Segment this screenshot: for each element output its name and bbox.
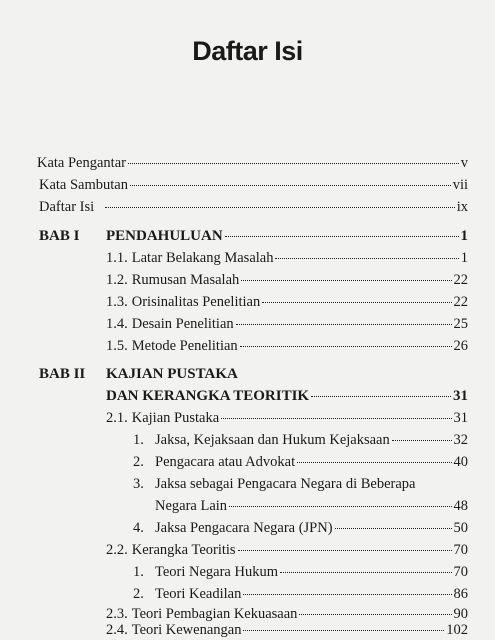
toc-entry-2-2-1[interactable] [133, 562, 468, 582]
toc-number: 1. [133, 432, 144, 448]
toc-number: 3. [133, 476, 144, 492]
toc-label: Teori Pembagian Kekuasaan [131, 606, 298, 622]
toc-label: Daftar Isi [39, 199, 95, 215]
leader-dots [392, 439, 452, 441]
toc-label: Latar Belakang Masalah [131, 250, 274, 266]
toc-number: 1.1. [106, 250, 128, 266]
toc-number: 2. [133, 586, 144, 602]
toc-page: 40 [453, 454, 468, 470]
toc-label: DAN KERANGKA TEORITIK [106, 388, 310, 404]
leader-dots [225, 235, 459, 237]
toc-label: Jaksa sebagai Pengacara Negara di Beberapa [155, 476, 416, 492]
toc-entry-2-4[interactable] [106, 620, 468, 640]
chapter-code-bab-1: BAB I [39, 228, 80, 244]
leader-dots [275, 257, 458, 259]
toc-label: Teori Keadilan [155, 586, 242, 602]
toc-entry-2-1-4[interactable] [133, 518, 468, 538]
toc-entry-1-1[interactable] [106, 248, 468, 268]
toc-page: 50 [453, 520, 468, 536]
toc-label: Kerangka Teoritis [131, 542, 236, 558]
toc-label: Pengacara atau Advokat [155, 454, 296, 470]
toc-label: Kata Sambutan [39, 177, 128, 193]
toc-page: 48 [453, 498, 468, 514]
toc-label: Rumusan Masalah [131, 272, 240, 288]
leader-dots [105, 206, 455, 208]
toc-entry-1-5[interactable] [106, 336, 468, 356]
toc-page: v [460, 155, 468, 171]
leader-dots [299, 613, 451, 615]
leader-dots [229, 505, 451, 507]
toc-page: 70 [453, 564, 468, 580]
toc-entry-kata-pengantar[interactable] [37, 153, 468, 173]
toc-entry-2-1[interactable] [106, 408, 468, 428]
toc-number: 1.3. [106, 294, 128, 310]
chapter-title-line-1: KAJIAN PUSTAKA [106, 366, 238, 382]
toc-entry-pendahuluan[interactable] [106, 226, 468, 246]
leader-dots [130, 184, 451, 186]
toc-number: 2. [133, 454, 144, 470]
toc-page: 31 [453, 410, 468, 426]
toc-entry-kata-sambutan[interactable] [39, 175, 468, 195]
toc-page: 102 [446, 622, 468, 638]
toc-page: 31 [453, 388, 468, 404]
toc-number: 1.5. [106, 338, 128, 354]
toc-label: Metode Penelitian [131, 338, 238, 354]
toc-entry-2-2-2[interactable] [133, 584, 468, 604]
toc-page: 90 [453, 606, 468, 622]
toc-number: 2.2. [106, 542, 128, 558]
toc-number: 4. [133, 520, 144, 536]
leader-dots [311, 395, 451, 397]
toc-page: 25 [453, 316, 468, 332]
page-title: Daftar Isi [192, 36, 303, 66]
toc-label: Orisinalitas Penelitian [131, 294, 261, 310]
toc-label: Jaksa Pengacara Negara (JPN) [155, 520, 333, 536]
toc-label: Teori Negara Hukum [155, 564, 278, 580]
toc-entry-2-1-2[interactable] [133, 452, 468, 472]
chapter-code-bab-2: BAB II [39, 366, 86, 382]
leader-dots [262, 301, 451, 303]
leader-dots [241, 279, 451, 281]
leader-dots [128, 162, 459, 164]
leader-dots [240, 345, 452, 347]
toc-number: 2.3. [106, 606, 128, 622]
leader-dots [335, 527, 452, 529]
toc-entry-2-1-3-cont[interactable] [155, 496, 468, 516]
toc-entry-2-2[interactable] [106, 540, 468, 560]
leader-dots [243, 593, 451, 595]
toc-entry-1-3[interactable] [106, 292, 468, 312]
leader-dots [243, 629, 444, 631]
leader-dots [221, 417, 451, 419]
leader-dots [280, 571, 452, 573]
toc-page: 22 [453, 294, 468, 310]
leader-dots [236, 323, 452, 325]
toc-number: 2.4. [106, 622, 128, 638]
toc-entry-kajian-pustaka-kerangka[interactable] [106, 386, 468, 406]
toc-label: Jaksa, Kejaksaan dan Hukum Kejaksaan [155, 432, 390, 448]
toc-page: 26 [453, 338, 468, 354]
toc-page: 70 [453, 542, 468, 558]
toc-page: 86 [453, 586, 468, 602]
toc-label: Teori Kewenangan [131, 622, 242, 638]
toc-page: vii [452, 177, 468, 193]
toc-label: PENDAHULUAN [106, 228, 223, 244]
leader-dots [238, 549, 452, 551]
toc-entry-2-1-1[interactable] [133, 430, 468, 450]
toc-entry-2-1-3[interactable] [133, 474, 468, 494]
leader-dots [297, 461, 451, 463]
toc-label: Kajian Pustaka [131, 410, 220, 426]
toc-label: Kata Pengantar [37, 155, 126, 171]
toc-page: 22 [453, 272, 468, 288]
toc-number: 1. [133, 564, 144, 580]
toc-number: 1.4. [106, 316, 128, 332]
toc-page: 1 [460, 250, 468, 266]
toc-label: Desain Penelitian [131, 316, 234, 332]
toc-number: 1.2. [106, 272, 128, 288]
toc-entry-1-4[interactable] [106, 314, 468, 334]
toc-number: 2.1. [106, 410, 128, 426]
toc-page: ix [456, 199, 468, 215]
toc-entry-1-2[interactable] [106, 270, 468, 290]
toc-page: 32 [453, 432, 468, 448]
toc-entry-daftar-isi[interactable] [39, 197, 468, 217]
toc-label-continued: Negara Lain [155, 498, 228, 514]
toc-page: 1 [460, 228, 468, 244]
